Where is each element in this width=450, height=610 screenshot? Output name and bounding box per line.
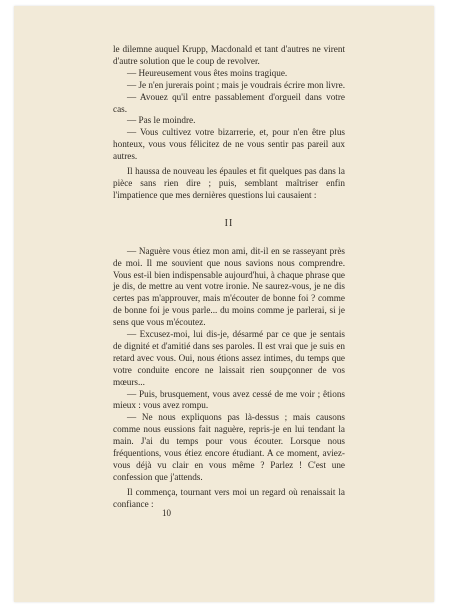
paragraph: le dilemne auquel Krupp, Macdonald et tant d'autres ne virent d'autre solution que le coup de revolver. [113, 44, 345, 66]
paragraph: — Naguère vous étiez mon ami, dit-il en se rasseyant près de moi. Il me souvient que nous savions nous comprendre. Vous est-il bien indispensable aujourd'hui, à chaque phrase que je dis, de mettre au vent votre ironie. Ne saurez-vous, je ne dis certes pas m'approuver, mais m'écouter de bonne foi ? comme de bonne foi je vous parle... du moins comme je parlerai, si je sens que vous m'écoutez. [113, 245, 345, 328]
paragraph: — Heureusement vous êtes moins tragique. [127, 67, 288, 78]
page-text [113, 44, 345, 511]
paragraph: — Vous cultivez votre bizarrerie, et, pour n'en être plus honteux, vous vous félicitez de ne vous sentir pas pareil aux autres. [113, 127, 345, 162]
paragraph: — Ne nous expliquons pas là-dessus ; mais causons comme nous eussions fait naguère, repris-je en lui tendant la main. J'ai du temps pour vous écouter. Lorsque nous fréquentions, vous étiez encore étudiant. A ce moment, aviez-vous déjà vu clair en vous même ? Parlez ! C'est une confession que j'attends. [113, 412, 345, 482]
book-page [14, 6, 434, 602]
paragraph: — Je n'en jurerais point ; mais je voudrais écrire mon livre. [127, 79, 346, 90]
paragraph: Il haussa de nouveau les épaules et fit quelques pas dans la pièce sans rien dire ; puis, semblant maîtriser enfin l'impatience que mes dernières questions lui causaient : [113, 166, 345, 200]
page-number: 10 [162, 508, 171, 518]
paragraph: — Excusez-moi, lui dis-je, désarmé par ce que je sentais de dignité et d'amitié dans ses paroles. Il est vrai que je suis en retard avec vous. Oui, nous étions assez intimes, du temps que votre conduite encore ne laissait rien soupçonner de vos mœurs... [113, 329, 345, 387]
paragraph: — Pas le moindre. [127, 115, 196, 126]
paragraph: Il commença, tournant vers moi un regard où renaissait la confiance : [113, 486, 345, 509]
paragraph: — Avouez qu'il entre passablement d'orgueil dans votre cas. [113, 91, 345, 114]
paragraph: — Puis, brusquement, vous avez cessé de me voir ; êtions mieux : vous avez rompu. [113, 388, 345, 411]
section-heading: II [224, 217, 234, 229]
